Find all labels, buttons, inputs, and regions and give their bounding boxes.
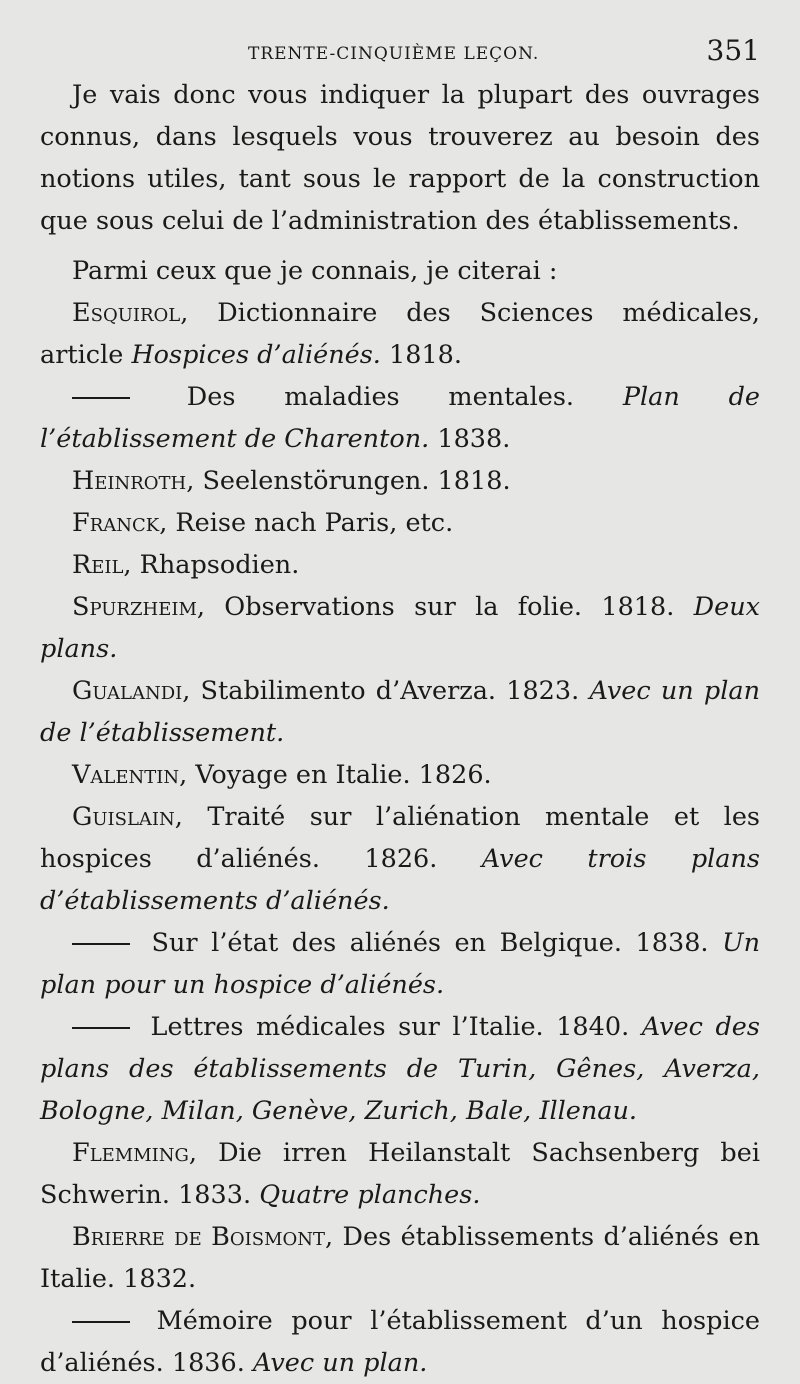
bibliography-list <box>40 292 760 1384</box>
page-number: 351 <box>706 34 760 67</box>
bibliography-entry <box>40 1216 760 1300</box>
entry-text: Observations sur la folie. 1818. <box>204 592 694 622</box>
entry-italic: Avec des plans des établissements de Turin, Gênes, Averza, Bologne, Milan, Genève, Zurich, Bale, Illenau. <box>40 1012 760 1126</box>
entry-text: Stabilimento d’Averza. 1823. <box>190 676 590 706</box>
bibliography-entry <box>40 292 760 376</box>
entry-text: Rhapsodien. <box>131 550 300 580</box>
entry-text: Des établissements d’aliénés en Italie. 1832. <box>40 1222 760 1294</box>
entry-tail: 1818. <box>380 340 463 370</box>
page-header <box>40 30 760 74</box>
entry-text: Mémoire pour l’établissement d’un hospice d’aliénés. 1836. <box>40 1306 760 1378</box>
entry-author: Heinroth, <box>72 466 195 496</box>
bibliography-entry <box>40 670 760 754</box>
ditto-dash <box>72 397 130 399</box>
intro-lead: Parmi ceux que je connais, je citerai : <box>72 256 558 286</box>
entry-italic: Deux plans. <box>40 592 760 664</box>
entry-text: Reise nach Paris, etc. <box>167 508 454 538</box>
entry-text: Die irren Heilanstalt Sachsenberg bei Schwerin. 1833. <box>40 1138 760 1210</box>
bibliography-entry <box>40 460 760 502</box>
intro-paragraph: Je vais donc vous indiquer la plupart des ouvrages connus, dans lesquels vous trouverez au besoin des notions utiles, tant sous le rapport de la construction que sous celui de l’administration des établissements. <box>40 80 760 236</box>
entry-author: Guislain, <box>72 802 183 832</box>
entry-author: Franck, <box>72 508 168 538</box>
entry-author: Reil, <box>72 550 132 580</box>
ditto-dash <box>72 1027 130 1029</box>
bibliography-entry <box>40 1006 760 1132</box>
entry-text: Des maladies mentales. <box>138 382 623 412</box>
ditto-dash <box>72 943 130 945</box>
running-head: TRENTE-CINQUIÈME LEÇON. <box>248 44 540 64</box>
entry-italic: Quatre planches. <box>259 1180 481 1210</box>
entry-italic: Avec un plan de l’établissement. <box>40 676 760 748</box>
bibliography-entry <box>40 796 760 922</box>
bibliography-entry <box>40 922 760 1006</box>
entry-text: Dictionnaire des Sciences médicales, article <box>40 298 760 370</box>
entry-italic: Un plan pour un hospice d’aliénés. <box>40 928 760 1000</box>
entry-author: Gualandi, <box>72 676 191 706</box>
bibliography-entry <box>40 376 760 460</box>
entry-tail: 1838. <box>429 424 511 454</box>
bibliography-entry <box>40 754 760 796</box>
entry-text: Seelenstörungen. 1818. <box>194 466 511 496</box>
entry-author: Brierre de Boismont, <box>72 1222 334 1252</box>
bibliography-entry <box>40 1300 760 1384</box>
entry-text: Voyage en Italie. 1826. <box>187 760 492 790</box>
entry-text: Traité sur l’aliénation mentale et les hospices d’aliénés. 1826. <box>40 802 760 874</box>
bibliography-entry <box>40 502 760 544</box>
entry-italic: Avec un plan. <box>252 1348 428 1378</box>
entry-italic: Plan de l’établissement de Charenton. <box>40 382 760 454</box>
entry-author: Valentin, <box>72 760 188 790</box>
entry-italic: Hospices d’aliénés. <box>131 340 381 370</box>
bibliography-entry <box>40 586 760 670</box>
entry-text: Lettres médicales sur l’Italie. 1840. <box>138 1012 642 1042</box>
entry-author: Esquirol, <box>72 298 189 328</box>
entry-author: Flemming, <box>72 1138 197 1168</box>
entry-text: Sur l’état des aliénés en Belgique. 1838. <box>138 928 723 958</box>
bibliography-entry <box>40 1132 760 1216</box>
bibliography-entry <box>40 544 760 586</box>
entry-italic: Avec trois plans d’établissements d’aliénés. <box>40 844 761 916</box>
entry-author: Spurzheim, <box>72 592 205 622</box>
book-page <box>40 30 760 1384</box>
